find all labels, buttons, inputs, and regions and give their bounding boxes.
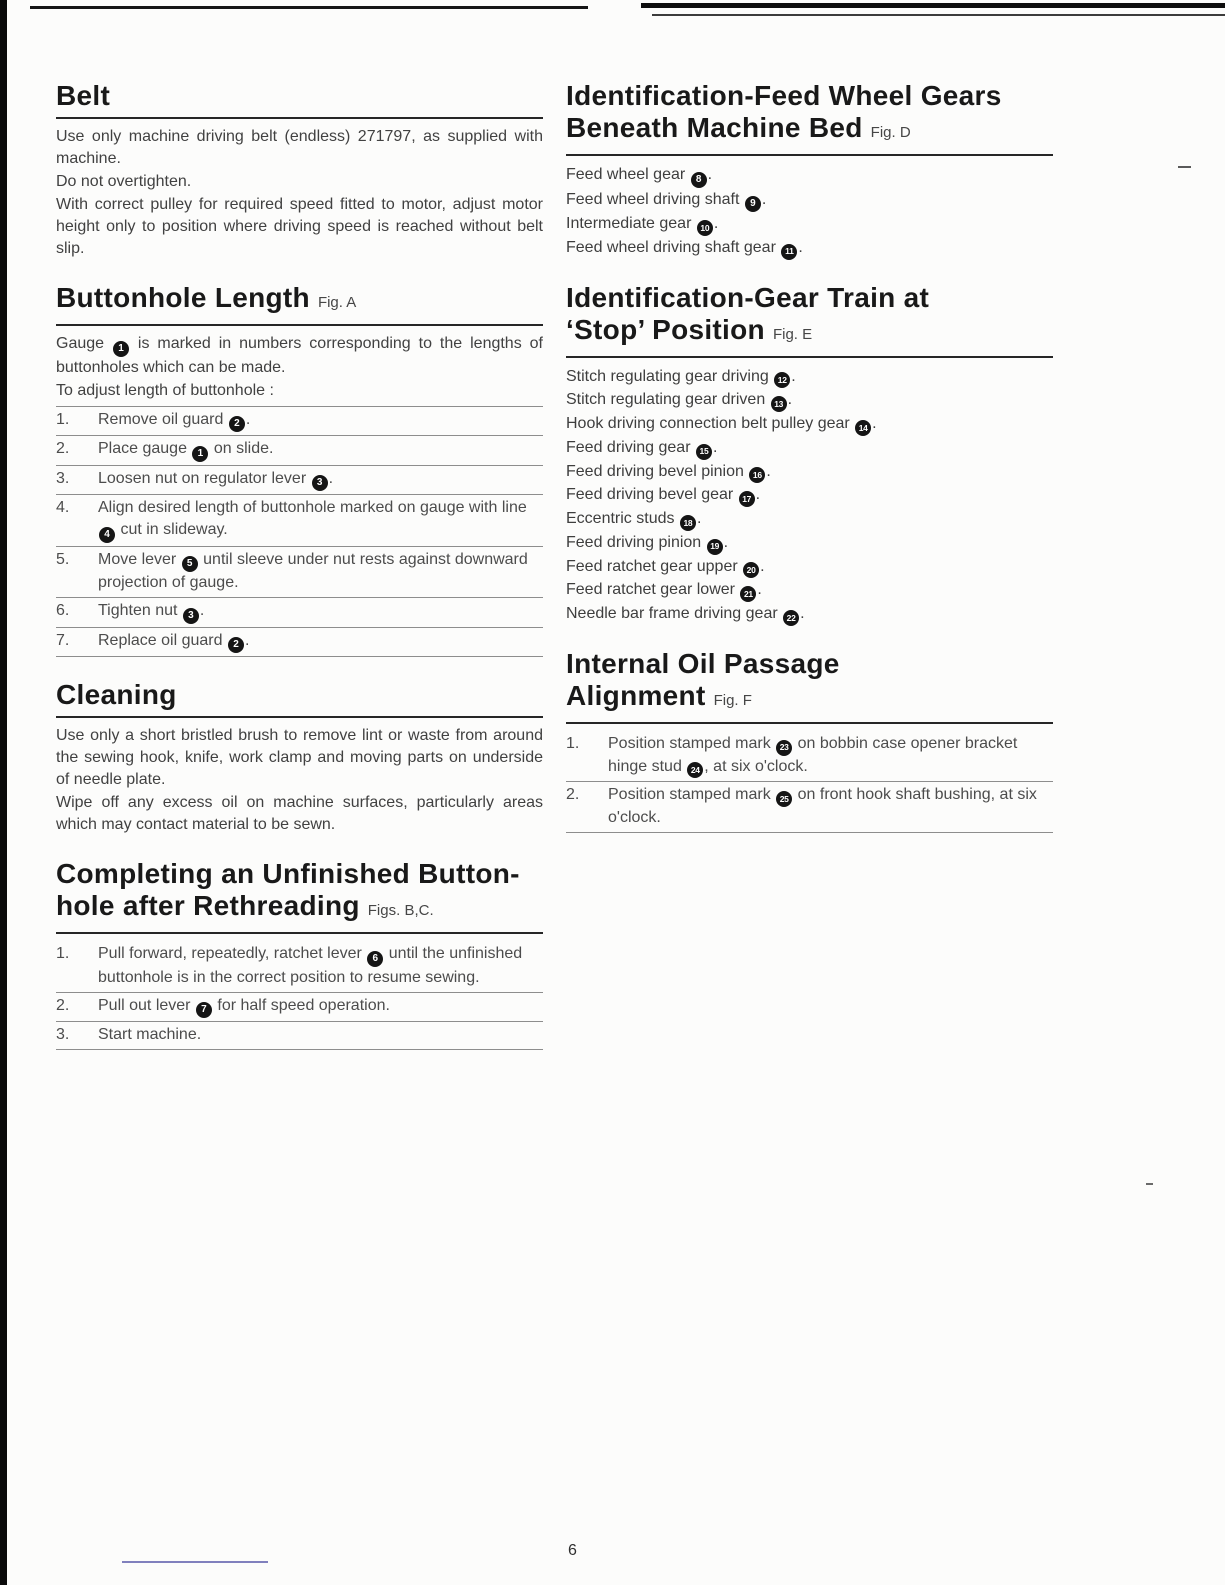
list-step [56,495,543,547]
title-line2: ‘Stop’ Position [566,313,765,345]
step-number: 1. [566,734,580,752]
figure-reference-bc: Figs. B,C. [367,902,434,919]
list-item: Hook driving connection belt pulley gear 14 . [566,412,1053,436]
circled-number-5: 5 [182,556,198,572]
list-step [56,466,543,496]
list-item: Feed driving gear 15 . [566,436,1053,460]
list-item: Stitch regulating gear driving 12 . [566,365,1053,389]
completing-steps [56,941,543,1050]
step-number: 3. [56,1026,70,1043]
title-line1: Identification-Feed Wheel Gears [566,80,1002,111]
gear-train-list [566,365,1053,626]
circled-number-13: 13 [771,396,787,412]
section-gear-train [566,282,1053,626]
step-text: Place gauge 1 on slide. [98,438,543,462]
step-text: Pull forward, repeatedly, ratchet lever 6 until the unfinished buttonhole is in the correct position to resume sewing. [98,945,523,986]
circled-number-8: 8 [691,172,707,188]
step-number: 5. [56,550,70,568]
belt-paragraphs [56,126,543,260]
list-step [56,436,543,466]
circled-number-20: 20 [743,562,759,578]
circled-number-21: 21 [740,586,756,602]
title-line2: Beneath Machine Bed [566,112,863,143]
step-text: Position stamped mark 23 on bobbin case opener bracket hinge stud 24 , at six o'clock. [608,733,1053,779]
section-cleaning [56,679,543,836]
circled-number-3: 3 [183,608,199,624]
section-title-oil-passage [566,648,1053,724]
circled-number-15: 15 [696,444,712,460]
paragraph: With correct pulley for required speed fitted to motor, adjust motor height only to position where driving speed is reached without belt slip. [56,196,543,257]
circled-number-1: 1 [192,446,208,462]
paragraph: To adjust length of buttonhole : [56,381,274,399]
list-step [56,547,543,599]
title-text: Buttonhole Length [56,282,310,313]
section-buttonhole-length [56,282,543,657]
list-item: Stitch regulating gear driven 13 . [566,388,1053,412]
scan-left-edge [0,0,7,1585]
section-oil-passage [566,648,1053,833]
feed-wheel-gear-list [566,163,1053,260]
circled-number-7: 7 [196,1002,212,1018]
step-number: 1. [56,410,70,428]
circled-number-24: 24 [687,762,703,778]
list-step [56,628,543,658]
step-number: 2. [56,440,70,457]
step-text: Move lever 5 until sleeve under nut rests against downward projection of gauge. [98,550,528,591]
scan-margin-mark-bottom [1146,1183,1153,1185]
section-completing-buttonhole [56,858,543,1050]
circled-number-2: 2 [229,416,245,432]
step-text: Replace oil guard 2 . [98,630,543,654]
circled-number-14: 14 [855,420,871,436]
title-text: Belt [56,80,111,111]
paragraph: Do not overtighten. [56,173,192,190]
step-number: 7. [56,631,70,649]
scan-bottom-mark [122,1561,268,1563]
scan-top-rule-left [30,6,588,9]
list-step [566,782,1053,833]
right-column [566,80,1053,855]
title-line2: Alignment [566,679,706,711]
title-line1: Completing an Unfinished Button- [56,858,520,889]
figure-reference-a: Fig. A [317,294,357,311]
paragraph: Wipe off any excess oil on machine surfaces, particularly areas which may contact material to be sewn. [56,794,543,833]
list-item: Feed wheel driving shaft gear 11 . [566,236,1053,260]
scan-top-rule-right [641,3,1225,8]
title-text: Cleaning [56,679,177,710]
circled-number-19: 19 [707,539,723,555]
circled-number-9: 9 [745,196,761,212]
circled-number-16: 16 [749,467,765,483]
section-belt [56,80,543,260]
step-text: Pull out lever 7 for half speed operation. [98,995,543,1019]
list-step [56,1022,543,1050]
step-text: Start machine. [98,1026,202,1043]
circled-number-11: 11 [781,244,797,260]
paragraph: Use only machine driving belt (endless) 271797, as supplied with machine. [56,128,543,167]
section-feed-wheel-gears [566,80,1053,260]
list-item: Eccentric studs 18 . [566,507,1053,531]
list-item: Feed driving pinion 19 . [566,531,1053,555]
step-number: 4. [56,499,70,516]
step-text: Align desired length of buttonhole marked on gauge with line 4 cut in slideway. [98,497,543,543]
paragraph: Use only a short bristled brush to remove lint or waste from around the sewing hook, knife, work clamp and moving parts on underside of needle plate. [56,727,543,788]
section-title-buttonhole-length [56,282,543,326]
circled-number-4: 4 [99,527,115,543]
section-title-cleaning [56,679,543,718]
circled-number-3: 3 [312,475,328,491]
circled-number-18: 18 [680,515,696,531]
step-text: Loosen nut on regulator lever 3 . [98,468,543,492]
buttonhole-intro [56,333,543,402]
section-title-feed-wheel-gears [566,80,1053,156]
circled-number-10: 10 [697,220,713,236]
section-title-belt [56,80,543,119]
scan-top-rule-right-thin [652,14,1225,16]
circled-number-17: 17 [739,491,755,507]
circled-number-23: 23 [776,740,792,756]
step-text: Remove oil guard 2 . [98,409,543,433]
circled-number-1: 1 [113,341,129,357]
list-item: Feed wheel gear 8 . [566,163,1053,188]
figure-reference-e: Fig. E [772,325,813,343]
step-number: 6. [56,602,70,619]
list-item: Feed driving bevel gear 17 . [566,483,1053,507]
list-step [56,407,543,437]
circled-number-12: 12 [774,372,790,388]
list-item: Feed wheel driving shaft 9 . [566,188,1053,213]
cleaning-paragraphs [56,725,543,836]
circled-number-6: 6 [367,951,383,967]
list-step [56,941,543,993]
section-title-gear-train [566,282,1053,358]
step-text: Tighten nut 3 . [98,600,543,624]
step-number: 2. [56,996,70,1014]
step-number: 1. [56,945,70,962]
buttonhole-steps [56,406,543,658]
list-step [56,598,543,628]
figure-reference-d: Fig. D [870,124,911,141]
list-item: Feed ratchet gear lower 21 . [566,578,1053,602]
list-item: Feed driving bevel pinion 16 . [566,460,1053,484]
step-number: 3. [56,469,70,487]
list-item: Intermediate gear 10 . [566,212,1053,236]
list-step [566,731,1053,783]
section-title-completing [56,858,543,934]
list-step [56,993,543,1023]
title-line1: Internal Oil Passage [566,647,840,679]
circled-number-22: 22 [783,610,799,626]
list-item: Feed ratchet gear upper 20 . [566,555,1053,579]
oil-passage-steps [566,731,1053,833]
list-item: Needle bar frame driving gear 22 . [566,602,1053,626]
page-number: 6 [568,1542,577,1559]
circled-number-25: 25 [776,791,792,807]
step-number: 2. [566,786,580,804]
paragraph: Gauge 1 is marked in numbers corresponding to the lengths of buttonholes which can be made. [56,335,543,376]
title-line1: Identification-Gear Train at [566,281,930,313]
circled-number-2: 2 [228,637,244,653]
left-column [56,80,543,1072]
step-text: Position stamped mark 25 on front hook shaft bushing, at six o'clock. [608,786,1037,826]
figure-reference-f: Fig. F [713,691,752,709]
scan-margin-mark-top [1178,166,1191,168]
title-line2: hole after Rethreading [56,890,360,921]
